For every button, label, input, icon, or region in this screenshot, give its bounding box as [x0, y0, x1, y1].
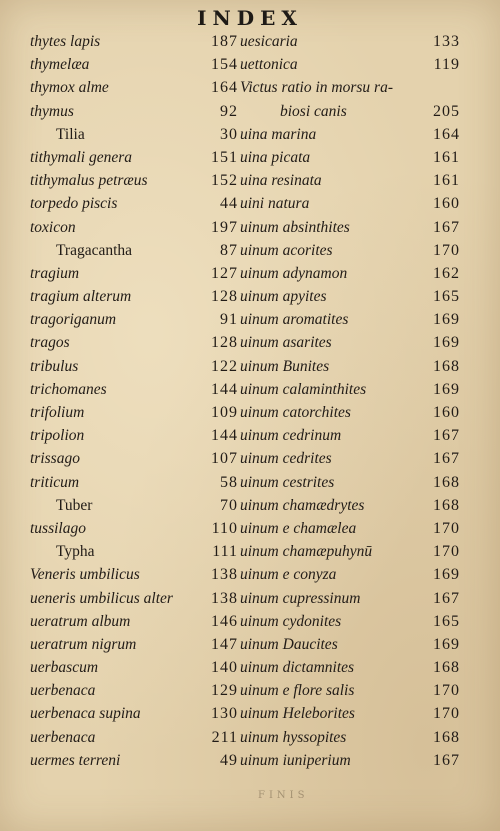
page-reference: 111 [212, 543, 238, 561]
index-entry [240, 216, 480, 239]
page-reference: 152 [211, 172, 238, 190]
index-entry [240, 30, 480, 53]
page-reference: 91 [220, 311, 238, 329]
page-reference: 167 [433, 450, 460, 468]
page-reference: 129 [211, 682, 238, 700]
index-entry [240, 239, 480, 262]
page-reference: 211 [211, 728, 238, 746]
index-entry [240, 123, 480, 146]
index-term: triticum [30, 473, 80, 491]
index-term: thymus [30, 102, 74, 120]
page-reference: 146 [211, 612, 238, 630]
index-term: uina marina [240, 125, 317, 143]
index-entry [30, 610, 246, 633]
index-term: uettonica [240, 56, 298, 74]
page-reference: 44 [220, 195, 238, 213]
page-reference: 169 [433, 311, 460, 329]
page-reference: 138 [211, 589, 238, 607]
page-reference: 168 [433, 728, 460, 746]
index-entry [30, 192, 246, 215]
page-reference: 168 [433, 659, 460, 677]
index-entry [30, 331, 246, 354]
index-term: uinum aromatites [240, 311, 349, 329]
page-reference: 87 [220, 241, 238, 259]
page-reference: 128 [211, 288, 238, 306]
index-entry [240, 100, 480, 123]
page-reference: 164 [433, 125, 460, 143]
page-reference: 144 [211, 380, 238, 398]
index-entry [240, 53, 480, 76]
index-term: tithymalus petræus [30, 172, 148, 190]
page-reference: 167 [433, 589, 460, 607]
page-reference: 147 [211, 635, 238, 653]
index-term: uinum iuniperium [240, 751, 351, 769]
index-entry [240, 331, 480, 354]
index-entry [30, 494, 246, 517]
page-reference: 164 [211, 79, 238, 97]
index-entry [30, 656, 246, 679]
index-entry [30, 146, 246, 169]
index-entry [240, 610, 480, 633]
index-term: uinum Bunites [240, 357, 330, 375]
index-term: Tuber [56, 496, 93, 514]
page-reference: 169 [433, 380, 460, 398]
index-term: tragoriganum [30, 311, 117, 329]
index-entry [30, 540, 246, 563]
right-index-column [240, 30, 480, 772]
index-term: Veneris umbilicus [30, 566, 140, 584]
index-entry [30, 517, 246, 540]
finis-mark: FINIS [258, 790, 309, 801]
index-entry [240, 76, 480, 99]
index-entry [240, 192, 480, 215]
index-entry [30, 563, 246, 586]
page-reference: 119 [433, 56, 460, 74]
index-entry [240, 540, 480, 563]
index-term: uerbascum [30, 659, 99, 677]
index-entry [30, 53, 246, 76]
index-entry [30, 30, 246, 53]
index-entry [30, 749, 246, 772]
index-entry [30, 633, 246, 656]
page-reference: 140 [211, 659, 238, 677]
index-entry [30, 471, 246, 494]
index-term: tussilago [30, 519, 86, 537]
page-title: INDEX [197, 6, 303, 30]
index-term: Tilia [56, 125, 85, 143]
index-term: uinum asarites [240, 334, 332, 352]
index-entry [30, 447, 246, 470]
index-entry [30, 378, 246, 401]
page-reference: 165 [433, 612, 460, 630]
index-term: uinum Daucites [240, 635, 338, 653]
page-reference: 167 [433, 751, 460, 769]
index-term: ueratrum album [30, 612, 131, 630]
index-entry [30, 76, 246, 99]
page-reference: 170 [433, 519, 460, 537]
index-term: uinum cedrites [240, 450, 332, 468]
index-term: trifolium [30, 404, 85, 421]
index-term: uinum chamæpuhynū [240, 543, 373, 561]
page-reference: 109 [211, 404, 238, 421]
index-term: uesicaria [240, 33, 298, 50]
index-term: uinum absinthites [240, 218, 350, 236]
index-entry [240, 285, 480, 308]
page-reference: 170 [433, 241, 460, 259]
index-term: biosi canis [280, 102, 347, 120]
page-reference: 167 [433, 427, 460, 445]
index-term: uina picata [240, 148, 311, 166]
index-term: uinum hyssopites [240, 728, 347, 746]
index-entry [240, 726, 480, 749]
index-term: uinum chamædrytes [240, 496, 365, 514]
index-entry [240, 633, 480, 656]
page-reference: 128 [211, 334, 238, 352]
index-entry [240, 355, 480, 378]
index-entry [240, 262, 480, 285]
index-term: uinum adynamon [240, 264, 348, 282]
index-term: uinum dictamnites [240, 659, 355, 677]
index-entry [30, 262, 246, 285]
index-term: uinum cestrites [240, 473, 335, 491]
page-reference: 127 [211, 264, 238, 282]
left-index-column [30, 30, 246, 772]
index-entry [30, 285, 246, 308]
page-reference: 205 [433, 102, 460, 120]
index-entry [30, 308, 246, 331]
index-entry [240, 702, 480, 725]
index-term: torpedo piscis [30, 195, 118, 213]
page-reference: 160 [433, 404, 460, 421]
index-entry [240, 146, 480, 169]
page-reference: 197 [211, 218, 238, 236]
page-reference: 165 [433, 288, 460, 306]
index-entry [240, 447, 480, 470]
page-reference: 151 [211, 148, 238, 166]
index-entry [240, 656, 480, 679]
page-reference: 110 [211, 519, 238, 537]
page-reference: 154 [211, 56, 238, 74]
page-reference: 160 [433, 195, 460, 213]
index-entry [240, 517, 480, 540]
index-term: uerbenaca [30, 682, 96, 700]
index-term: tribulus [30, 357, 79, 375]
index-entry [30, 123, 246, 146]
index-term: uinum catorchites [240, 404, 351, 421]
page-reference: 49 [220, 751, 238, 769]
index-term: tragos [30, 334, 70, 352]
index-term: uinum apyites [240, 288, 327, 306]
index-entry [30, 679, 246, 702]
index-entry [240, 587, 480, 610]
index-term: uina resinata [240, 172, 322, 190]
page-reference: 169 [433, 635, 460, 653]
index-term: thytes lapis [30, 33, 101, 50]
index-entry [240, 424, 480, 447]
index-term: uinum cedrinum [240, 427, 342, 445]
index-term: toxicon [30, 218, 76, 236]
index-term: Victus ratio in morsu ra- [240, 79, 393, 97]
page-reference: 92 [220, 102, 238, 120]
page-reference: 168 [433, 357, 460, 375]
index-term: tragium alterum [30, 288, 132, 306]
index-term: uermes terreni [30, 751, 121, 769]
index-term: tithymali genera [30, 148, 133, 166]
index-entry [240, 494, 480, 517]
index-term: uerbenaca supina [30, 705, 141, 723]
page-reference: 161 [433, 172, 460, 190]
index-term: ueneris umbilicus alter [30, 589, 173, 607]
index-term: uinum acorites [240, 241, 333, 259]
index-term: uinum e conyza [240, 566, 337, 584]
index-term: ueratrum nigrum [30, 635, 137, 653]
page-reference: 130 [211, 705, 238, 723]
index-entry [30, 216, 246, 239]
index-entry [240, 169, 480, 192]
index-term: uinum cydonites [240, 612, 342, 630]
page-reference: 169 [433, 334, 460, 352]
index-entry [30, 702, 246, 725]
index-entry [240, 401, 480, 424]
index-entry [30, 401, 246, 424]
page-reference: 70 [220, 496, 238, 514]
index-term: uinum calaminthites [240, 380, 367, 398]
page-reference: 187 [211, 33, 238, 50]
index-entry [30, 587, 246, 610]
index-entry [30, 169, 246, 192]
index-entry [30, 424, 246, 447]
index-term: uinum e chamælea [240, 519, 357, 537]
index-entry [30, 726, 246, 749]
index-entry [240, 679, 480, 702]
index-term: uini natura [240, 195, 310, 213]
page-reference: 170 [433, 705, 460, 723]
index-entry [30, 355, 246, 378]
page-reference: 170 [433, 682, 460, 700]
page-reference: 169 [433, 566, 460, 584]
index-term: thymelæa [30, 56, 90, 74]
page-reference: 161 [433, 148, 460, 166]
page-reference: 122 [211, 357, 238, 375]
page-reference: 133 [433, 33, 460, 50]
page-reference: 144 [211, 427, 238, 445]
index-term: Typha [56, 543, 95, 561]
page-reference: 58 [220, 473, 238, 491]
index-term: tripolion [30, 427, 85, 445]
index-entry [30, 100, 246, 123]
index-entry [240, 563, 480, 586]
index-entry [240, 749, 480, 772]
index-term: trissago [30, 450, 80, 468]
page-reference: 138 [211, 566, 238, 584]
index-entry [240, 471, 480, 494]
index-term: thymox alme [30, 79, 109, 97]
page-reference: 170 [433, 543, 460, 561]
index-term: uinum e flore salis [240, 682, 355, 700]
page-reference: 30 [220, 125, 238, 143]
page-reference: 162 [433, 264, 460, 282]
index-term: trichomanes [30, 380, 107, 398]
index-term: Tragacantha [56, 241, 133, 259]
index-term: uinum cupressinum [240, 589, 361, 607]
index-entry [30, 239, 246, 262]
index-term: uinum Heleborites [240, 705, 355, 723]
page-reference: 168 [433, 496, 460, 514]
page-reference: 107 [211, 450, 238, 468]
index-term: tragium [30, 264, 80, 282]
index-entry [240, 378, 480, 401]
page-reference: 167 [433, 218, 460, 236]
page-reference: 168 [433, 473, 460, 491]
index-entry [240, 308, 480, 331]
index-term: uerbenaca [30, 728, 96, 746]
